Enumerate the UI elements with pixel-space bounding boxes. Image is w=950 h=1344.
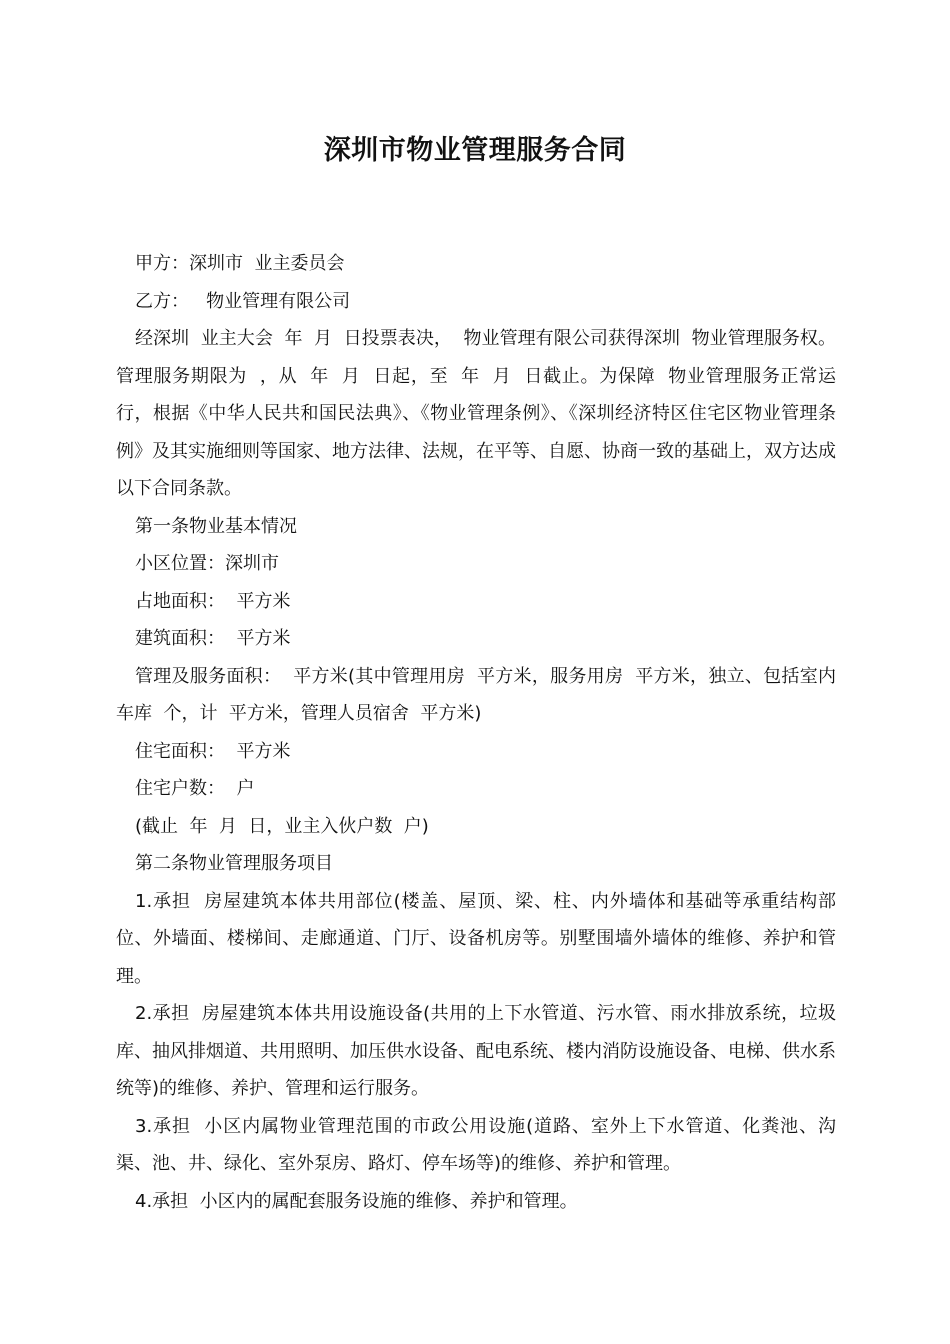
occupancy-note: (截止 年 月 日，业主入伙户数 户) <box>135 815 429 837</box>
property-location: 小区位置：深圳市 <box>135 553 279 574</box>
preamble-paragraph: 经深圳 业主大会 年 月 日投票表决， 物业管理有限公司获得深圳 物业管理服务权。管理服务期限为 ，从 年 月 日起，至 年 月 日截止。为保障 物业管理服务正常运行，根据《中华人民共和国民法典》、《物业管理条例》、《深圳经济特区住宅区物业管理条例》及其实施细则等国家、地方法律、法规，在平等、自愿、协商一致的基础上，双方达成以下合同条款。 <box>116 328 836 499</box>
article-1-heading: 第一条物业基本情况 <box>135 515 297 537</box>
service-item-4: 4.承担 小区内的属配套服务设施的维修、养护和管理。 <box>135 1190 578 1212</box>
household-count: 住宅户数： 户 <box>135 778 255 799</box>
article-2-heading: 第二条物业管理服务项目 <box>135 853 333 874</box>
service-item-2: 2.承担 房屋建筑本体共用设施设备(共用的上下水管道、污水管、雨水排放系统，垃圾库、抽风排烟道、共用照明、加压供水设备、配电系统、楼内消防设施设备、电梯、供水系统等)的维修、养护、管理和运行服务。 <box>116 1003 836 1099</box>
building-area: 建筑面积： 平方米 <box>135 628 291 649</box>
land-area: 占地面积： 平方米 <box>135 590 291 612</box>
party-a-line: 甲方：深圳市 业主委员会 <box>135 253 345 274</box>
party-b-line: 乙方： 物业管理有限公司 <box>135 290 351 312</box>
residential-area: 住宅面积： 平方米 <box>135 740 291 762</box>
document-title: 深圳市物业管理服务合同 <box>323 135 627 166</box>
document-body <box>116 245 836 1220</box>
service-item-1: 1.承担 房屋建筑本体共用部位(楼盖、屋顶、梁、柱、内外墙体和基础等承重结构部位、外墙面、楼梯间、走廊通道、门厅、设备机房等。别墅围墙外墙体的维修、养护和管理。 <box>116 890 836 987</box>
service-item-3: 3.承担 小区内属物业管理范围的市政公用设施(道路、室外上下水管道、化粪池、沟渠、池、井、绿化、室外泵房、路灯、停车场等)的维修、养护和管理。 <box>116 1115 836 1174</box>
managed-service-area: 管理及服务面积： 平方米(其中管理用房 平方米，服务用房 平方米，独立、包括室内车库 个，计 平方米，管理人员宿舍 平方米) <box>116 665 836 724</box>
